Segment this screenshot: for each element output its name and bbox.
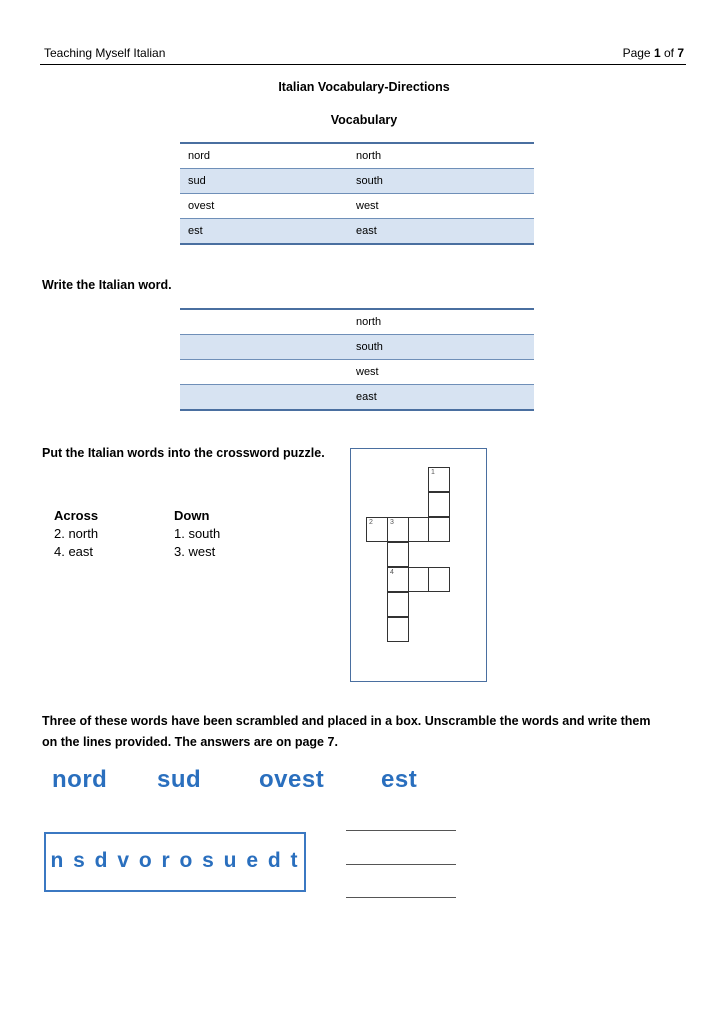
down-clues: [174, 507, 220, 561]
table-row: [180, 169, 534, 194]
answer-line[interactable]: [346, 897, 456, 898]
header-left: Teaching Myself Italian: [44, 46, 166, 60]
clue-number: 1: [431, 469, 435, 476]
answer-cell[interactable]: [180, 385, 348, 411]
page-title: Italian Vocabulary-Directions: [278, 80, 450, 94]
prompt-english: east: [348, 385, 534, 411]
page-prefix: Page: [622, 46, 654, 60]
clue-number: 2: [369, 519, 373, 526]
table-row: [180, 360, 534, 385]
prompt-english: north: [348, 309, 534, 335]
crossword-cell[interactable]: [387, 567, 409, 592]
answer-cell[interactable]: [180, 335, 348, 360]
crossword-cell[interactable]: [428, 517, 450, 542]
table-row: [180, 385, 534, 411]
crossword-cell[interactable]: [428, 492, 450, 517]
table-row: [180, 219, 534, 245]
crossword-cell[interactable]: [408, 567, 430, 592]
page-indicator: [623, 46, 684, 60]
vocab-table: [180, 142, 534, 245]
exercise-1-instruction: Write the Italian word.: [42, 278, 172, 292]
page-of: of: [660, 46, 678, 60]
vocab-italian: ovest: [180, 194, 348, 219]
table-row: [180, 143, 534, 169]
vocab-english: south: [348, 169, 534, 194]
table-row: [180, 309, 534, 335]
vocab-italian: nord: [180, 143, 348, 169]
header-rule: [40, 64, 686, 65]
answer-cell[interactable]: [180, 309, 348, 335]
answer-line[interactable]: [346, 864, 456, 865]
answer-cell[interactable]: [180, 360, 348, 385]
crossword-cell[interactable]: [366, 517, 388, 542]
clue-number: 4: [390, 569, 394, 576]
page-total: 7: [677, 46, 684, 60]
crossword-instruction: Put the Italian words into the crossword puzzle.: [42, 446, 325, 460]
clue-number: 3: [390, 519, 394, 526]
word-bank-item: sud: [157, 766, 202, 793]
crossword-cell[interactable]: [387, 517, 409, 542]
word-bank-item: nord: [52, 766, 108, 793]
crossword-cell[interactable]: [387, 542, 409, 567]
clue-item: 4. east: [54, 544, 94, 559]
exercise-1-table: [180, 308, 534, 411]
across-clues: [54, 507, 98, 561]
clue-item: 1. south: [174, 526, 221, 541]
scramble-instruction: [42, 711, 651, 753]
crossword-frame: [350, 448, 487, 682]
vocab-italian: est: [180, 219, 348, 245]
word-bank-item: ovest: [259, 766, 325, 793]
vocab-italian: sud: [180, 169, 348, 194]
scramble-instruction-line-1: Three of these words have been scrambled and placed in a box. Unscramble the words and write them: [42, 714, 651, 728]
crossword-cell[interactable]: [387, 592, 409, 617]
crossword-cell[interactable]: [428, 467, 450, 492]
across-heading: Across: [54, 508, 99, 523]
prompt-english: west: [348, 360, 534, 385]
vocab-english: east: [348, 219, 534, 245]
scrambled-letters: n s d v o r o s u e d t: [50, 849, 300, 872]
table-row: [180, 194, 534, 219]
crossword-cell[interactable]: [387, 617, 409, 642]
vocab-english: west: [348, 194, 534, 219]
table-row: [180, 335, 534, 360]
answer-line[interactable]: [346, 830, 456, 831]
vocab-english: north: [348, 143, 534, 169]
section-title: Vocabulary: [330, 113, 398, 127]
clue-item: 2. north: [54, 526, 99, 541]
clue-item: 3. west: [174, 544, 216, 559]
scramble-instruction-line-2: on the lines provided. The answers are on page 7.: [42, 735, 338, 749]
page-number: 1: [653, 46, 661, 60]
crossword-cell[interactable]: [428, 567, 450, 592]
down-heading: Down: [174, 508, 210, 523]
prompt-english: south: [348, 335, 534, 360]
crossword-cell[interactable]: [408, 517, 430, 542]
word-bank-item: est: [381, 766, 418, 793]
